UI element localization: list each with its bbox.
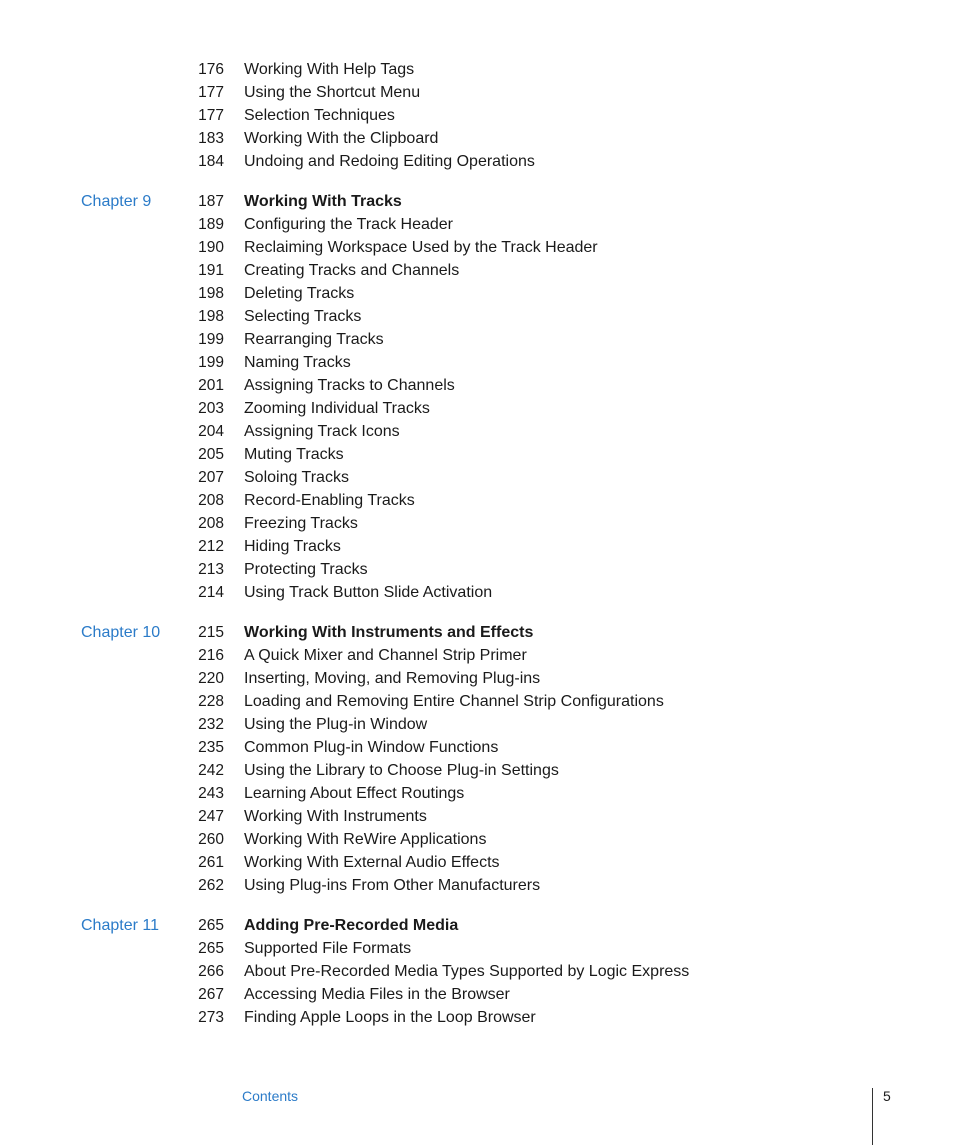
toc-page-number: 203 — [198, 400, 224, 417]
toc-page-number: 214 — [198, 584, 224, 601]
toc-entry-title: Assigning Track Icons — [244, 423, 400, 440]
toc-page-number: 260 — [198, 831, 224, 848]
toc-page-number: 261 — [198, 854, 224, 871]
toc-entry-row[interactable] — [0, 127, 954, 150]
toc-page-number: 266 — [198, 963, 224, 980]
footer-section-label: Contents — [242, 1088, 299, 1104]
toc-chapter-title: Working With Tracks — [244, 193, 402, 210]
toc-entry-title: Supported File Formats — [244, 940, 412, 957]
toc-entry-row[interactable] — [0, 713, 954, 736]
toc-page-number: 212 — [198, 538, 224, 555]
toc-entry-row[interactable] — [0, 489, 954, 512]
toc-section — [0, 190, 954, 604]
toc-entry-row[interactable] — [0, 351, 954, 374]
toc-page-number: 208 — [198, 492, 224, 509]
toc-page-number: 191 — [198, 262, 224, 279]
toc-page-number: 190 — [198, 239, 224, 256]
toc-entry-row[interactable] — [0, 690, 954, 713]
toc-entry-title: Using the Shortcut Menu — [244, 84, 421, 101]
toc-page-number: 242 — [198, 762, 224, 779]
toc-entry-title: Record-Enabling Tracks — [244, 492, 415, 509]
toc-entry-row[interactable] — [0, 236, 954, 259]
toc-entry-row[interactable] — [0, 805, 954, 828]
toc-page-number: 213 — [198, 561, 224, 578]
toc-page-number: 265 — [198, 940, 224, 957]
toc-page-number: 198 — [198, 285, 224, 302]
toc-section — [0, 621, 954, 897]
toc-entry-row[interactable] — [0, 512, 954, 535]
footer-divider — [872, 1088, 873, 1145]
toc-entry-title: Accessing Media Files in the Browser — [244, 986, 510, 1003]
toc-entry-row[interactable] — [0, 874, 954, 897]
toc-entry-row[interactable] — [0, 81, 954, 104]
toc-entry-row[interactable] — [0, 213, 954, 236]
toc-entry-title: Muting Tracks — [244, 446, 344, 463]
toc-entry-title: Creating Tracks and Channels — [244, 262, 460, 279]
toc-page-number: 199 — [198, 331, 224, 348]
toc-entry-row[interactable] — [0, 466, 954, 489]
toc-page-number: 183 — [198, 130, 224, 147]
toc-entry-title: Rearranging Tracks — [244, 331, 384, 348]
toc-entry-title: A Quick Mixer and Channel Strip Primer — [244, 647, 527, 664]
toc-page-number: 267 — [198, 986, 224, 1003]
toc-entry-title: Using Plug-ins From Other Manufacturers — [244, 877, 541, 894]
toc-page-number: 247 — [198, 808, 224, 825]
toc-entry-row[interactable] — [0, 328, 954, 351]
toc-entry-row[interactable] — [0, 782, 954, 805]
toc-entry-title: Deleting Tracks — [244, 285, 355, 302]
toc-entry-row[interactable] — [0, 644, 954, 667]
toc-entry-title: Working With ReWire Applications — [244, 831, 487, 848]
toc-entry-row[interactable] — [0, 305, 954, 328]
toc-page-number: 220 — [198, 670, 224, 687]
toc-chapter-title: Working With Instruments and Effects — [244, 624, 534, 641]
toc-page-number: 216 — [198, 647, 224, 664]
toc-entry-title: Soloing Tracks — [244, 469, 349, 486]
toc-chapter-heading-row[interactable] — [0, 190, 954, 213]
toc-page-number: 228 — [198, 693, 224, 710]
toc-page-number: 262 — [198, 877, 224, 894]
chapter-label: Chapter 10 — [81, 624, 161, 641]
toc-page-number: 189 — [198, 216, 224, 233]
toc-chapter-heading-row[interactable] — [0, 621, 954, 644]
toc-section — [0, 914, 954, 1029]
toc-section — [0, 58, 954, 173]
toc-entry-title: About Pre-Recorded Media Types Supported by Logic Express — [244, 963, 690, 980]
toc-page-number: 265 — [198, 917, 224, 934]
toc-entry-row[interactable] — [0, 104, 954, 127]
toc-entry-title: Assigning Tracks to Channels — [244, 377, 455, 394]
toc-chapter-title: Adding Pre-Recorded Media — [244, 917, 459, 934]
toc-entry-title: Selecting Tracks — [244, 308, 362, 325]
toc-entry-row[interactable] — [0, 851, 954, 874]
toc-page-number: 177 — [198, 84, 224, 101]
toc-entry-row[interactable] — [0, 374, 954, 397]
toc-entry-title: Configuring the Track Header — [244, 216, 453, 233]
toc-entry-row[interactable] — [0, 581, 954, 604]
toc-entry-row[interactable] — [0, 736, 954, 759]
toc-entry-title: Finding Apple Loops in the Loop Browser — [244, 1009, 536, 1026]
toc-page-number: 204 — [198, 423, 224, 440]
toc-entry-title: Learning About Effect Routings — [244, 785, 465, 802]
toc-entry-title: Loading and Removing Entire Channel Strip Configurations — [244, 693, 664, 710]
toc-chapter-heading-row[interactable] — [0, 914, 954, 937]
toc-entry-title: Using the Library to Choose Plug-in Settings — [244, 762, 559, 779]
toc-page-number: 184 — [198, 153, 224, 170]
toc-entry-row[interactable] — [0, 282, 954, 305]
chapter-label: Chapter 9 — [81, 193, 152, 210]
toc-entry-title: Protecting Tracks — [244, 561, 368, 578]
toc-entry-row[interactable] — [0, 58, 954, 81]
toc-entry-row[interactable] — [0, 1006, 954, 1029]
toc-page-number: 176 — [198, 61, 224, 78]
toc-page-number: 198 — [198, 308, 224, 325]
toc-page-number: 177 — [198, 107, 224, 124]
toc-entry-row[interactable] — [0, 759, 954, 782]
toc-page-number: 215 — [198, 624, 224, 641]
table-of-contents — [0, 58, 954, 1046]
toc-entry-title: Undoing and Redoing Editing Operations — [244, 153, 535, 170]
toc-entry-row[interactable] — [0, 150, 954, 173]
toc-entry-title: Hiding Tracks — [244, 538, 341, 555]
toc-page-number: 201 — [198, 377, 224, 394]
toc-entry-row[interactable] — [0, 667, 954, 690]
toc-entry-title: Inserting, Moving, and Removing Plug-ins — [244, 670, 541, 687]
toc-entry-row[interactable] — [0, 259, 954, 282]
toc-entry-title: Working With Instruments — [244, 808, 427, 825]
toc-entry-title: Working With Help Tags — [244, 61, 415, 78]
toc-page-number: 205 — [198, 446, 224, 463]
toc-entry-title: Working With the Clipboard — [244, 130, 439, 147]
toc-entry-row[interactable] — [0, 960, 954, 983]
toc-page-number: 199 — [198, 354, 224, 371]
toc-entry-row[interactable] — [0, 937, 954, 960]
toc-entry-row[interactable] — [0, 983, 954, 1006]
toc-entry-title: Using the Plug-in Window — [244, 716, 428, 733]
toc-page-number: 243 — [198, 785, 224, 802]
toc-entry-row[interactable] — [0, 420, 954, 443]
toc-entry-title: Working With External Audio Effects — [244, 854, 500, 871]
toc-entry-title: Freezing Tracks — [244, 515, 358, 532]
toc-entry-title: Common Plug-in Window Functions — [244, 739, 499, 756]
toc-page-number: 187 — [198, 193, 224, 210]
toc-entry-title: Selection Techniques — [244, 107, 395, 124]
toc-entry-row[interactable] — [0, 397, 954, 420]
toc-entry-row[interactable] — [0, 828, 954, 851]
toc-page-number: 273 — [198, 1009, 224, 1026]
toc-page-number: 208 — [198, 515, 224, 532]
toc-entry-row[interactable] — [0, 443, 954, 466]
toc-entry-title: Reclaiming Workspace Used by the Track Header — [244, 239, 598, 256]
toc-entry-title: Using Track Button Slide Activation — [244, 584, 493, 601]
toc-page-number: 235 — [198, 739, 224, 756]
toc-entry-title: Zooming Individual Tracks — [244, 400, 430, 417]
toc-entry-row[interactable] — [0, 558, 954, 581]
toc-entry-row[interactable] — [0, 535, 954, 558]
toc-entry-title: Naming Tracks — [244, 354, 351, 371]
chapter-label: Chapter 11 — [81, 917, 159, 934]
footer-page-number: 5 — [883, 1088, 891, 1104]
toc-page-number: 232 — [198, 716, 224, 733]
toc-page-number: 207 — [198, 469, 224, 486]
